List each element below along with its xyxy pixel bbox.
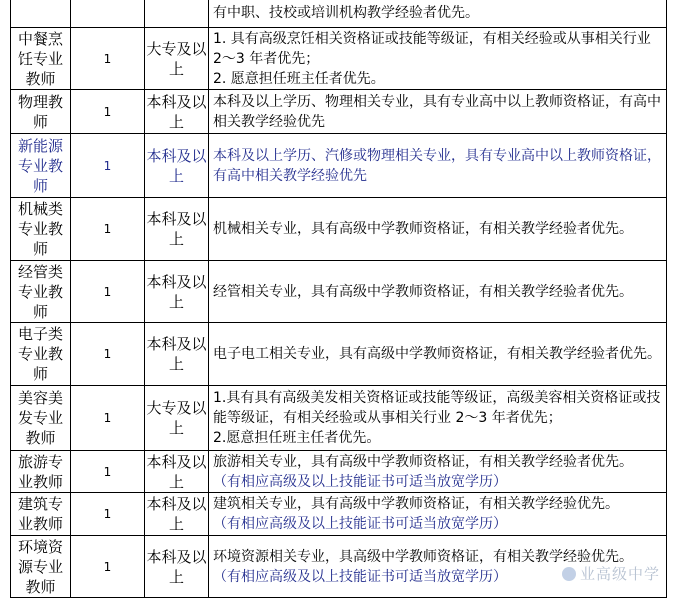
table-row: [11, 28, 667, 90]
table-row: [11, 261, 667, 323]
position-cell: 物理教师: [11, 90, 71, 134]
count-cell: 1: [71, 134, 145, 198]
position-cell: 美容美发专业教师: [11, 386, 71, 451]
requirements-cell: [209, 323, 667, 386]
requirement-line: 1.具有具有高级美发相关资格证或技能等级证，高级美容相关资格证或技能等级证，有相关经验或从事相关行业 2～3 年者优先；: [213, 390, 661, 426]
requirement-line: 经管相关专业，具有高级中学教师资格证，有相关教学经验者优先。: [213, 283, 633, 300]
requirement-note: （有相应高级及以上技能证书可适当放宽学历）: [213, 473, 507, 490]
requirement-line: 环境资源相关专业，具高级中学教师资格证，有相关教学经验优先。: [213, 548, 633, 565]
count-cell: 1: [71, 451, 145, 493]
requirements-cell: [209, 28, 667, 90]
position-cell: 电子类专业教师: [11, 323, 71, 386]
requirement-line: 机械相关专业，具有高级中学教师资格证，有相关教学经验者优先。: [213, 221, 633, 237]
count-cell: 1: [71, 323, 145, 386]
position-cell: 旅游专业教师: [11, 451, 71, 493]
education-cell: 本科及以上: [145, 493, 209, 536]
education-cell: 本科及以上: [145, 323, 209, 386]
requirement-line: 本科及以上学历、物理相关专业，具有专业高中以上教师资格证，有高中相关教学经验优先: [213, 93, 661, 130]
table-row-continuation: [11, 0, 667, 28]
position-cell: 机械类专业教师: [11, 198, 71, 261]
table-row: [11, 493, 667, 536]
requirements-cell: [209, 198, 667, 261]
requirement-note: （有相应高级及以上技能证书可适当放宽学历）: [213, 516, 507, 532]
requirement-note: （有相应高级及以上技能证书可适当放宽学历）: [213, 568, 507, 585]
requirement-line: 本科及以上学历、汽修或物理相关专业，具有专业高中以上教师资格证，有高中相关教学经验优先: [213, 147, 661, 184]
count-cell: 1: [71, 493, 145, 536]
education-cell: 大专及以上: [145, 386, 209, 451]
education-cell: 本科及以上: [145, 90, 209, 134]
requirements-cell: [209, 261, 667, 323]
education-cell: 本科及以上: [145, 261, 209, 323]
education-cell: 本科及以上: [145, 198, 209, 261]
requirement-line: 2.愿意担任班主任者优先。: [213, 430, 381, 446]
education-cell: 本科及以上: [145, 134, 209, 198]
watermark: 业高级中学: [562, 563, 660, 584]
requirement-line: 电子电工相关专业，具有高级中学教师资格证，有相关教学经验者优先。: [213, 346, 661, 362]
table-row: [11, 451, 667, 493]
table-row: [11, 134, 667, 198]
requirement-line: 2. 愿意担任班主任者优先。: [213, 70, 385, 87]
requirements-cell: [209, 386, 667, 451]
requirement-line: 1. 具有高级烹饪相关资格证或技能等级证，有相关经验或从事相关行业 2～3 年者优先；: [213, 30, 651, 67]
education-cell: 本科及以上: [146, 452, 207, 491]
requirements-cell: [209, 134, 667, 198]
count-cell: 1: [71, 198, 145, 261]
requirements-cell: [209, 493, 667, 536]
table-row: [11, 323, 667, 386]
watermark-logo-icon: [562, 567, 576, 581]
requirements-cell: [209, 451, 667, 493]
requirements-cell: [209, 90, 667, 134]
position-cell: 建筑专业教师: [11, 493, 71, 536]
count-cell: 1: [71, 90, 145, 134]
position-cell: 环境资源专业教师: [11, 536, 71, 598]
requirements-cell: 有中职、技校或培训机构教学经验者优先。: [209, 0, 667, 28]
education-cell: 大专及以上: [145, 28, 209, 90]
table-row: [11, 386, 667, 451]
table-row: [11, 198, 667, 261]
count-cell: 1: [71, 386, 145, 451]
count-cell: 1: [71, 536, 145, 598]
requirement-line: 旅游相关专业，具有高级中学教师资格证，有相关教学经验者优先。: [213, 453, 633, 470]
requirement-line: 建筑相关专业，具有高级中学教师资格证，有相关教学经验优先。: [213, 496, 619, 512]
table-row: [11, 90, 667, 134]
position-cell: 经管类专业教师: [11, 261, 71, 323]
count-cell: 1: [71, 261, 145, 323]
count-cell: 1: [71, 28, 145, 90]
position-cell: 新能源专业教师: [11, 134, 71, 198]
position-cell: 中餐烹饪专业教师: [11, 28, 71, 90]
education-cell: 本科及以上: [145, 536, 209, 598]
recruitment-table: [10, 0, 667, 598]
